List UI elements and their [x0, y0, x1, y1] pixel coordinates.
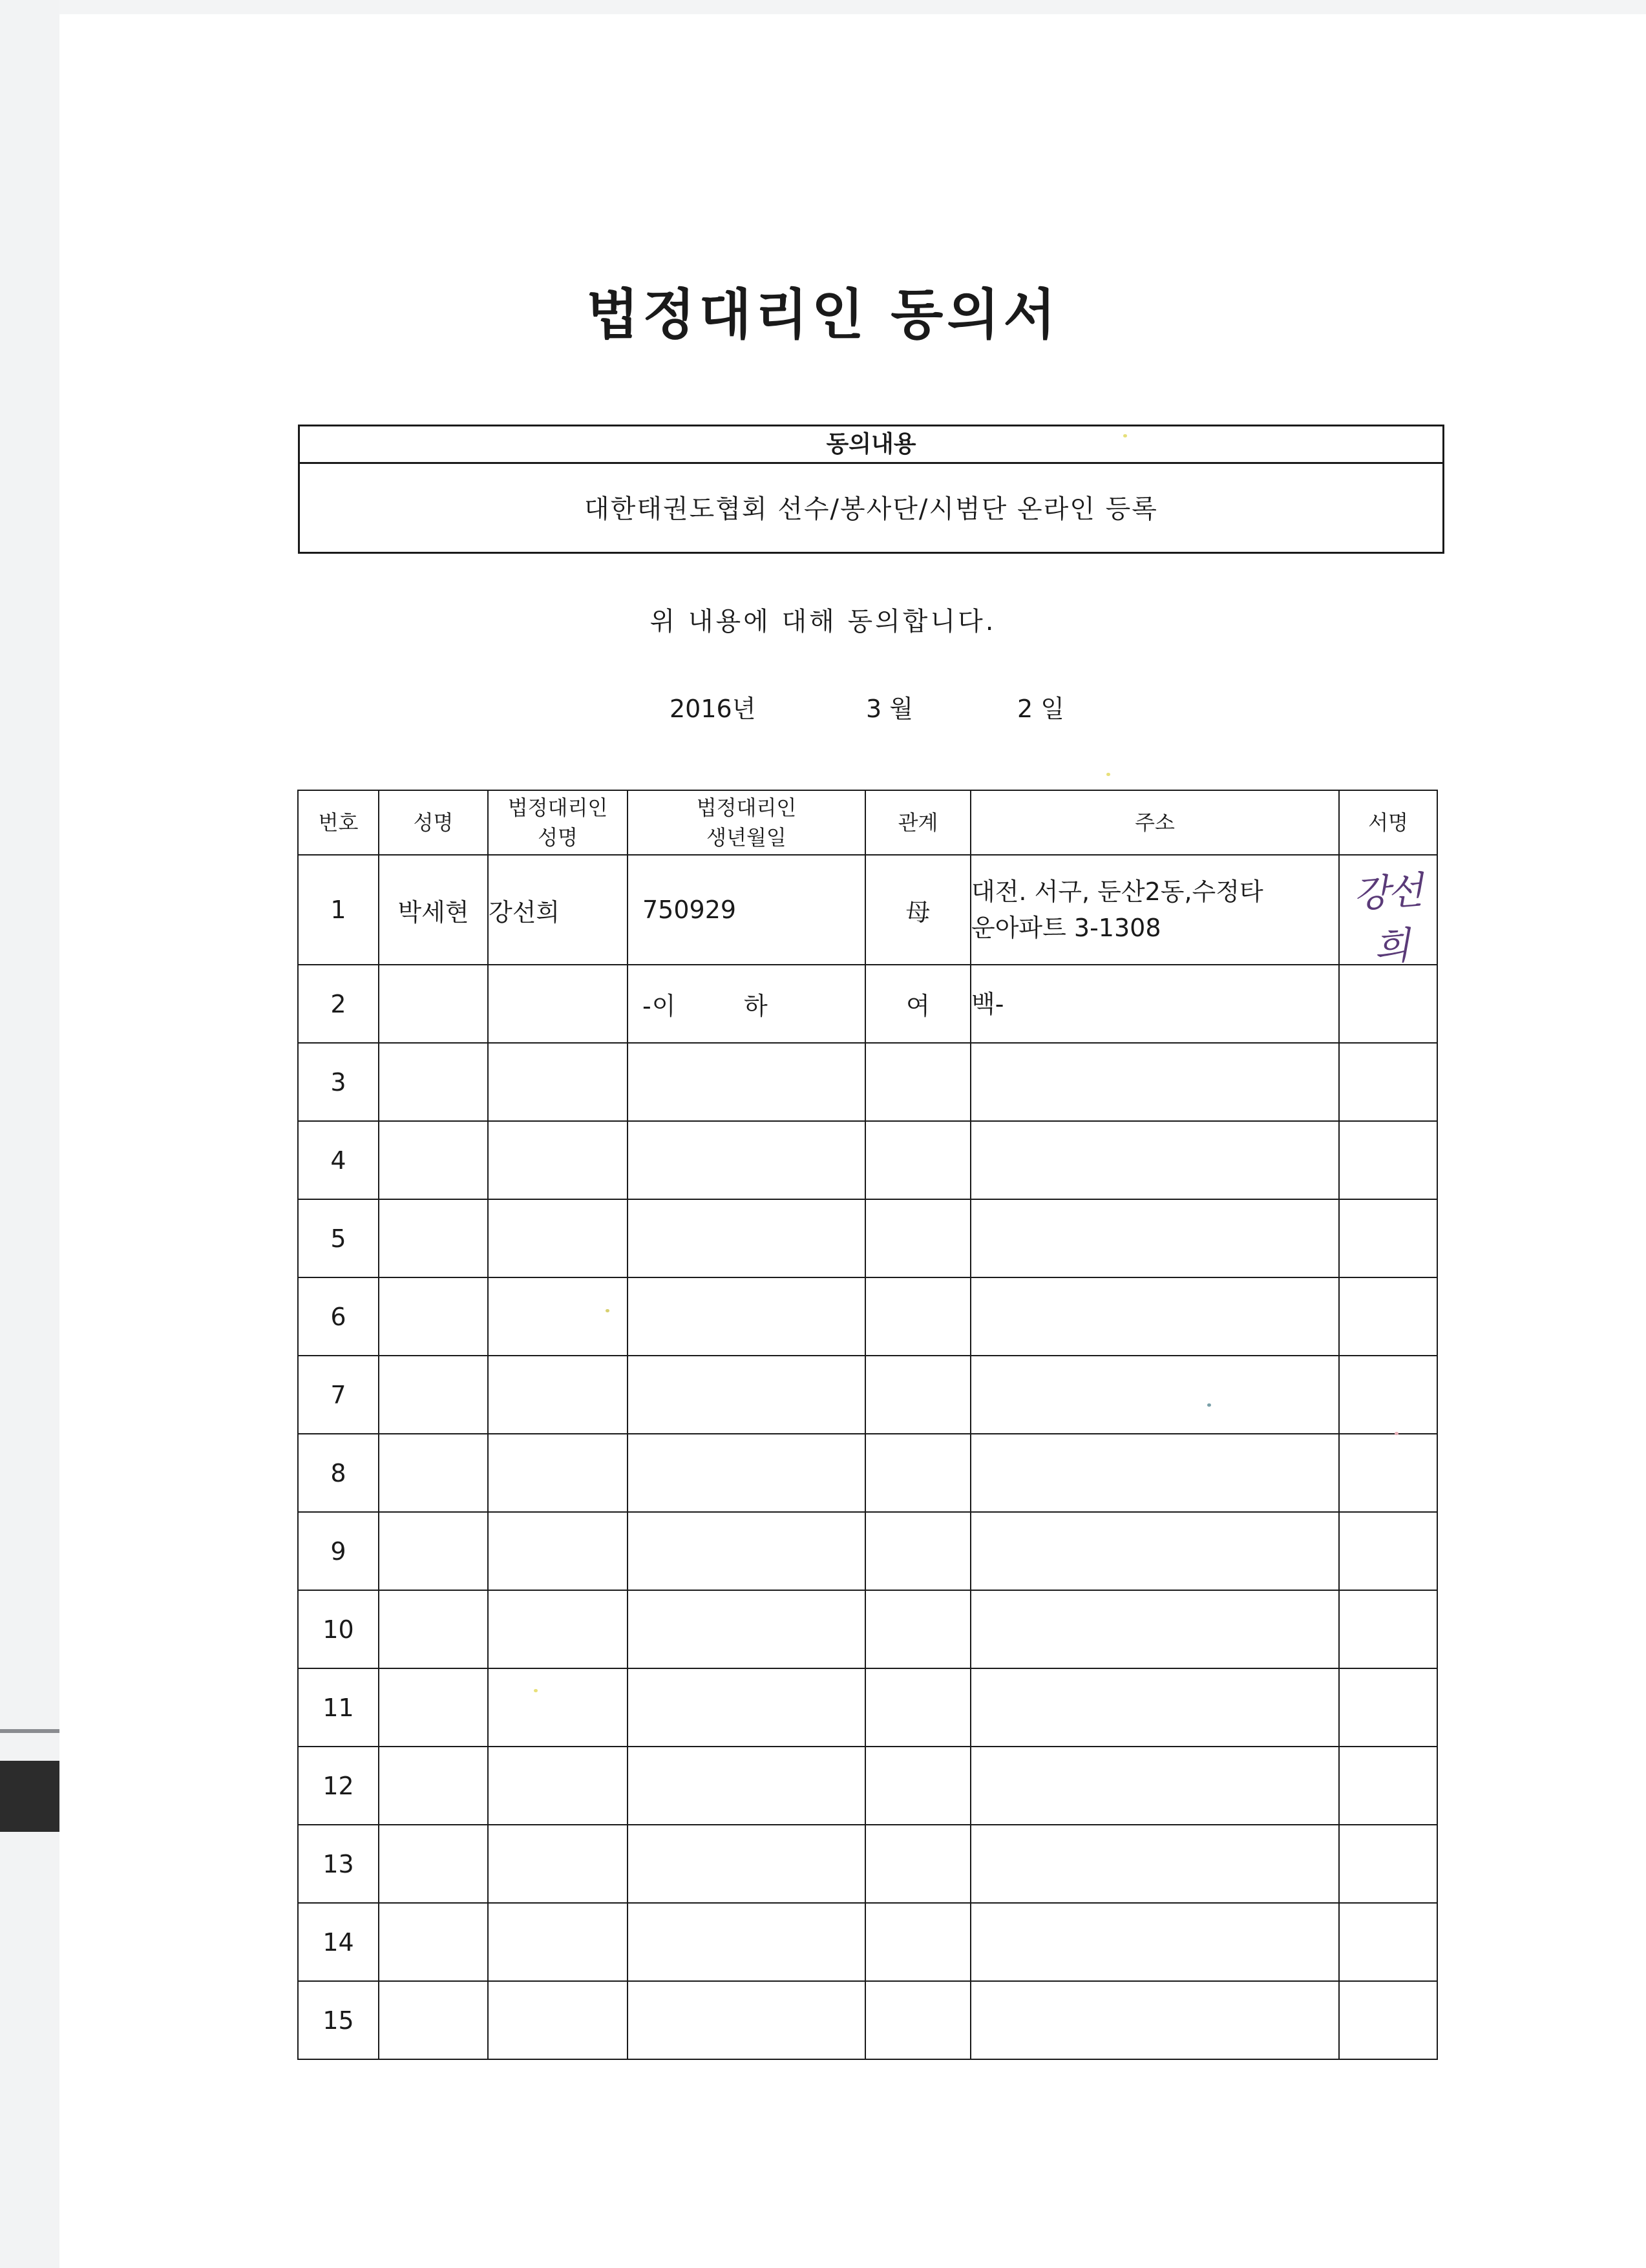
row-signature: [1339, 1512, 1437, 1590]
row-guardian: [488, 1981, 628, 2059]
row-birth: [628, 1434, 865, 1512]
row-birth: [628, 1981, 865, 2059]
row-signature: [1339, 1043, 1437, 1121]
header-guardian-name: [488, 790, 628, 855]
row-address: [971, 1277, 1339, 1356]
row-signature: [1339, 1356, 1437, 1434]
header-guardian-birth: [628, 790, 865, 855]
row-address: [971, 1903, 1339, 1981]
table-row: [298, 1668, 1437, 1747]
row-address: [971, 1512, 1339, 1590]
row-guardian: [488, 1825, 628, 1903]
row-signature: [1339, 1277, 1437, 1356]
row-address: [971, 855, 1339, 965]
row-relation: [865, 1121, 971, 1199]
table-row: [298, 1356, 1437, 1434]
row-no: 12: [298, 1747, 379, 1825]
row-guardian: [488, 1043, 628, 1121]
document-title: 법정대리인 동의서: [586, 283, 1060, 346]
row-birth: [628, 1903, 865, 1981]
row-signature: [1339, 1981, 1437, 2059]
scan-speck: [1123, 434, 1127, 437]
table-row: [298, 1199, 1437, 1277]
row-address-line1: 대전. 서구, 둔산2동,수정타: [971, 877, 1263, 906]
table-row: [298, 855, 1437, 965]
row-signature: [1339, 1434, 1437, 1512]
table-row: [298, 1121, 1437, 1199]
row-signature: [1339, 855, 1437, 970]
row-address-line2: 운아파트 3-1308: [971, 914, 1161, 942]
table-row: [298, 1277, 1437, 1356]
row-signature: [1339, 1121, 1437, 1199]
table-row: [298, 1434, 1437, 1512]
date-year: 2016년: [670, 695, 756, 723]
consent-box: [298, 425, 1444, 554]
row-address: [971, 1590, 1339, 1668]
row-address: [971, 1825, 1339, 1903]
header-signature: 서명: [1339, 790, 1437, 855]
row-relation: [865, 1590, 971, 1668]
row-signature: [1339, 1903, 1437, 1981]
row-birth: [628, 1043, 865, 1121]
row-name: [379, 965, 488, 1043]
table-row: [298, 1825, 1437, 1903]
row-relation: [865, 1434, 971, 1512]
agree-statement: 위 내용에 대해 동의합니다.: [649, 607, 997, 636]
row-name: 박세현: [379, 855, 488, 965]
scan-speck: [1207, 1403, 1211, 1407]
row-relation: [865, 1668, 971, 1747]
row-birth: [628, 1356, 865, 1434]
scan-top-edge: [0, 0, 1646, 14]
row-relation: [865, 1825, 971, 1903]
header-relation: 관계: [865, 790, 971, 855]
row-name: [379, 1903, 488, 1981]
row-guardian: 강선희: [488, 855, 628, 965]
row-signature: [1339, 1199, 1437, 1277]
row-address: [971, 1434, 1339, 1512]
row-no: 9: [298, 1512, 379, 1590]
row-birth: [628, 1590, 865, 1668]
row-guardian: [488, 1903, 628, 1981]
table-header-row: [298, 790, 1437, 855]
row-signature: [1339, 1590, 1437, 1668]
header-no: 번호: [298, 790, 379, 855]
scan-speck: [1395, 1432, 1398, 1435]
row-no: 11: [298, 1668, 379, 1747]
date-month: 3 월: [866, 695, 913, 723]
table-row: [298, 1043, 1437, 1121]
row-guardian: [488, 1356, 628, 1434]
row-address: [971, 1199, 1339, 1277]
table-row: [298, 965, 1437, 1043]
row-name: [379, 1199, 488, 1277]
scan-edge-mark-dark: [0, 1761, 59, 1832]
row-name: [379, 1668, 488, 1747]
scan-speck: [534, 1689, 538, 1692]
row-guardian: [488, 965, 628, 1043]
row-signature: [1339, 965, 1437, 1043]
row-guardian: [488, 1199, 628, 1277]
row-address: [971, 1981, 1339, 2059]
header-guardian-name-line2: 성명: [538, 825, 578, 850]
header-address: 주소: [971, 790, 1339, 855]
table-row: [298, 1512, 1437, 1590]
row-address: [971, 1668, 1339, 1747]
row-relation: [865, 1199, 971, 1277]
row-relation: [865, 1043, 971, 1121]
header-guardian-birth-line2: 생년월일: [706, 825, 786, 850]
row-no: 10: [298, 1590, 379, 1668]
row-signature: [1339, 1747, 1437, 1825]
row-birth: [628, 1121, 865, 1199]
row-address: [971, 1121, 1339, 1199]
row-guardian: [488, 1512, 628, 1590]
row-birth: [628, 1199, 865, 1277]
row-no: 1: [298, 855, 379, 965]
consent-body: 대한태권도협회 선수/봉사단/시범단 온라인 등록: [584, 494, 1158, 524]
row-guardian: [488, 1590, 628, 1668]
row-no: 5: [298, 1199, 379, 1277]
row-guardian: [488, 1747, 628, 1825]
scan-speck: [606, 1309, 609, 1312]
header-name: 성명: [379, 790, 488, 855]
row-signature: [1339, 1668, 1437, 1747]
scan-edge-mark: [0, 1729, 59, 1733]
row-name: [379, 1512, 488, 1590]
date-day: 2 일: [1017, 695, 1064, 723]
row-name: [379, 1747, 488, 1825]
row-birth: [628, 1747, 865, 1825]
row-birth: -이 하: [628, 965, 865, 1043]
row-guardian: [488, 1434, 628, 1512]
row-guardian: [488, 1668, 628, 1747]
row-relation: 여: [865, 965, 971, 1043]
row-address: [971, 1043, 1339, 1121]
consent-header: 동의내용: [300, 426, 1442, 464]
row-name: [379, 1356, 488, 1434]
row-relation: [865, 1512, 971, 1590]
row-birth: [628, 1277, 865, 1356]
row-address: [971, 1747, 1339, 1825]
row-no: 2: [298, 965, 379, 1043]
header-guardian-name-line1: 법정대리인: [507, 795, 608, 820]
row-no: 13: [298, 1825, 379, 1903]
row-no: 14: [298, 1903, 379, 1981]
row-relation: [865, 1747, 971, 1825]
row-name: [379, 1590, 488, 1668]
handwritten-signature: 강선희: [1351, 868, 1422, 970]
row-relation: [865, 1277, 971, 1356]
row-signature: [1339, 1825, 1437, 1903]
row-address: 백-: [971, 965, 1339, 1043]
row-birth: [628, 1825, 865, 1903]
scan-speck: [1106, 773, 1110, 776]
row-name: [379, 1434, 488, 1512]
row-relation: 母: [865, 855, 971, 965]
row-no: 6: [298, 1277, 379, 1356]
row-no: 7: [298, 1356, 379, 1434]
row-name: [379, 1121, 488, 1199]
row-birth: [628, 1512, 865, 1590]
row-no: 3: [298, 1043, 379, 1121]
row-birth: 750929: [628, 855, 865, 965]
table-row: [298, 1747, 1437, 1825]
table-row: [298, 1981, 1437, 2059]
row-name: [379, 1043, 488, 1121]
row-name: [379, 1981, 488, 2059]
header-guardian-birth-line1: 법정대리인: [696, 795, 797, 820]
row-relation: [865, 1981, 971, 2059]
row-address: [971, 1356, 1339, 1434]
row-no: 15: [298, 1981, 379, 2059]
row-relation: [865, 1356, 971, 1434]
row-no: 4: [298, 1121, 379, 1199]
row-no: 8: [298, 1434, 379, 1512]
row-relation: [865, 1903, 971, 1981]
row-guardian: [488, 1121, 628, 1199]
row-name: [379, 1825, 488, 1903]
table-row: [298, 1903, 1437, 1981]
row-birth: [628, 1668, 865, 1747]
table-row: [298, 1590, 1437, 1668]
row-name: [379, 1277, 488, 1356]
registration-table: [297, 790, 1438, 2060]
row-guardian: [488, 1277, 628, 1356]
